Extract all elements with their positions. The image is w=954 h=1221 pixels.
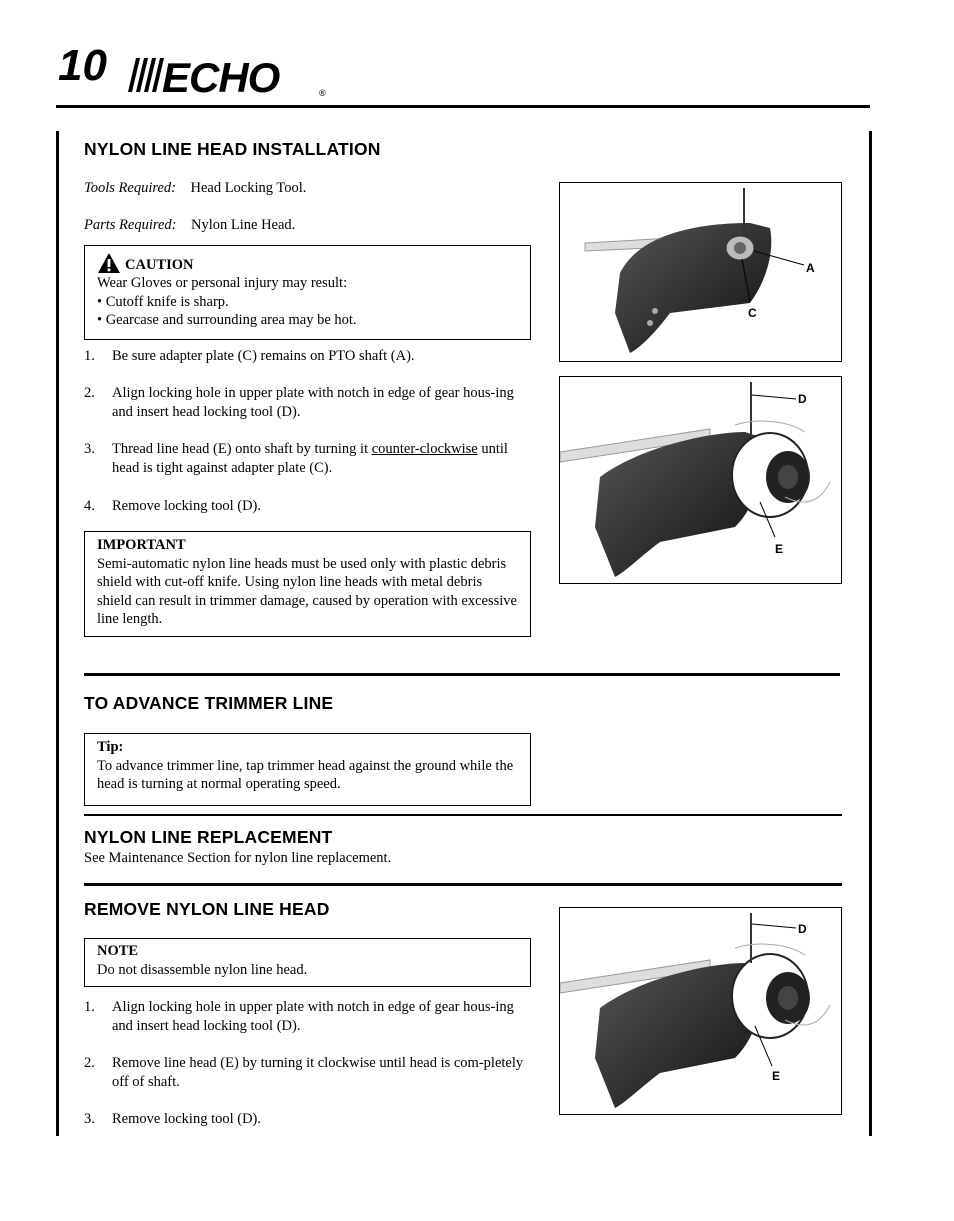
section-title-remove-head: REMOVE NYLON LINE HEAD — [84, 899, 330, 919]
important-box — [84, 531, 531, 637]
important-heading: IMPORTANT — [97, 537, 186, 553]
remove-step-1: 1. Align locking hole in upper plate with notch in edge of gear hous-ing and insert head locking tool (D). — [84, 999, 514, 1034]
note-heading: NOTE — [97, 943, 139, 959]
svg-text:®: ® — [319, 88, 326, 98]
parts-required — [84, 216, 295, 235]
line-replacement-text: See Maintenance Section for nylon line replacement. — [84, 850, 392, 866]
tip-heading: Tip: — [97, 739, 124, 755]
header-rule — [56, 105, 870, 108]
remove-step-3: 3. Remove locking tool (D). — [84, 1111, 262, 1127]
install-step-1: 1. Be sure adapter plate (C) remains on PTO shaft (A). — [84, 348, 415, 364]
warning-icon — [97, 252, 121, 274]
section-title-line-replacement: NYLON LINE REPLACEMENT — [84, 827, 333, 847]
section-divider — [84, 814, 842, 816]
tip-text: To advance trimmer line, tap trimmer head against the ground while the head is turning at normal operating speed. — [97, 757, 514, 792]
photo-remove-head — [559, 907, 842, 1115]
section-divider — [84, 673, 840, 676]
photo-label-d: D — [798, 922, 807, 936]
photo-label-e: E — [772, 1069, 781, 1083]
right-margin-rule — [869, 131, 872, 1136]
install-step-2: 2. Align locking hole in upper plate with notch in edge of gear hous-ing and insert head locking tool (D). — [84, 385, 514, 420]
tools-required — [84, 179, 306, 198]
direction-emphasis: counter-clockwise — [371, 441, 478, 457]
logo-text: ECHO — [162, 54, 280, 98]
photo-gearcase-adapter — [559, 182, 842, 362]
remove-step-2: 2. Remove line head (E) by turning it clockwise until head is com-pletely off of shaft. — [84, 1055, 524, 1090]
tools-label: Tools Required: — [84, 180, 176, 196]
parts-label: Parts Required: — [84, 217, 177, 233]
parts-value: Nylon Line Head. — [191, 217, 296, 233]
photo-head-locking-tool — [559, 376, 842, 584]
note-text: Do not disassemble nylon line head. — [97, 961, 308, 978]
caution-heading: CAUTION — [125, 256, 194, 273]
caution-line: • Gearcase and surrounding area may be hot. — [97, 312, 357, 328]
photo-label-c: C — [748, 306, 757, 320]
tip-box — [84, 733, 531, 806]
section-divider — [84, 883, 842, 886]
caution-box — [84, 245, 531, 340]
install-step-3: 3. Thread line head (E) onto shaft by turning it counter-clockwise until head is tight against adapter plate (C). — [84, 441, 508, 476]
caution-line: • Cutoff knife is sharp. — [97, 293, 229, 310]
echo-logo — [122, 50, 334, 98]
photo-label-d: D — [798, 392, 807, 406]
tools-value: Head Locking Tool. — [190, 180, 307, 196]
left-margin-rule — [56, 131, 59, 1136]
important-text: Semi-automatic nylon line heads must be used only with plastic debris shield with cut-off knife. Using nylon line heads with metal debris shield can result in trimmer damage, caused by operation with excessive line length. — [97, 555, 517, 627]
page-number: 10 — [58, 41, 107, 90]
note-box — [84, 938, 531, 987]
photo-label-a: A — [806, 261, 815, 275]
photo-label-e: E — [775, 542, 784, 556]
section-title-installation: NYLON LINE HEAD INSTALLATION — [84, 139, 381, 159]
section-title-advance-line: TO ADVANCE TRIMMER LINE — [84, 693, 334, 713]
caution-line: Wear Gloves or personal injury may result: — [97, 275, 348, 291]
install-step-4: 4. Remove locking tool (D). — [84, 498, 262, 514]
